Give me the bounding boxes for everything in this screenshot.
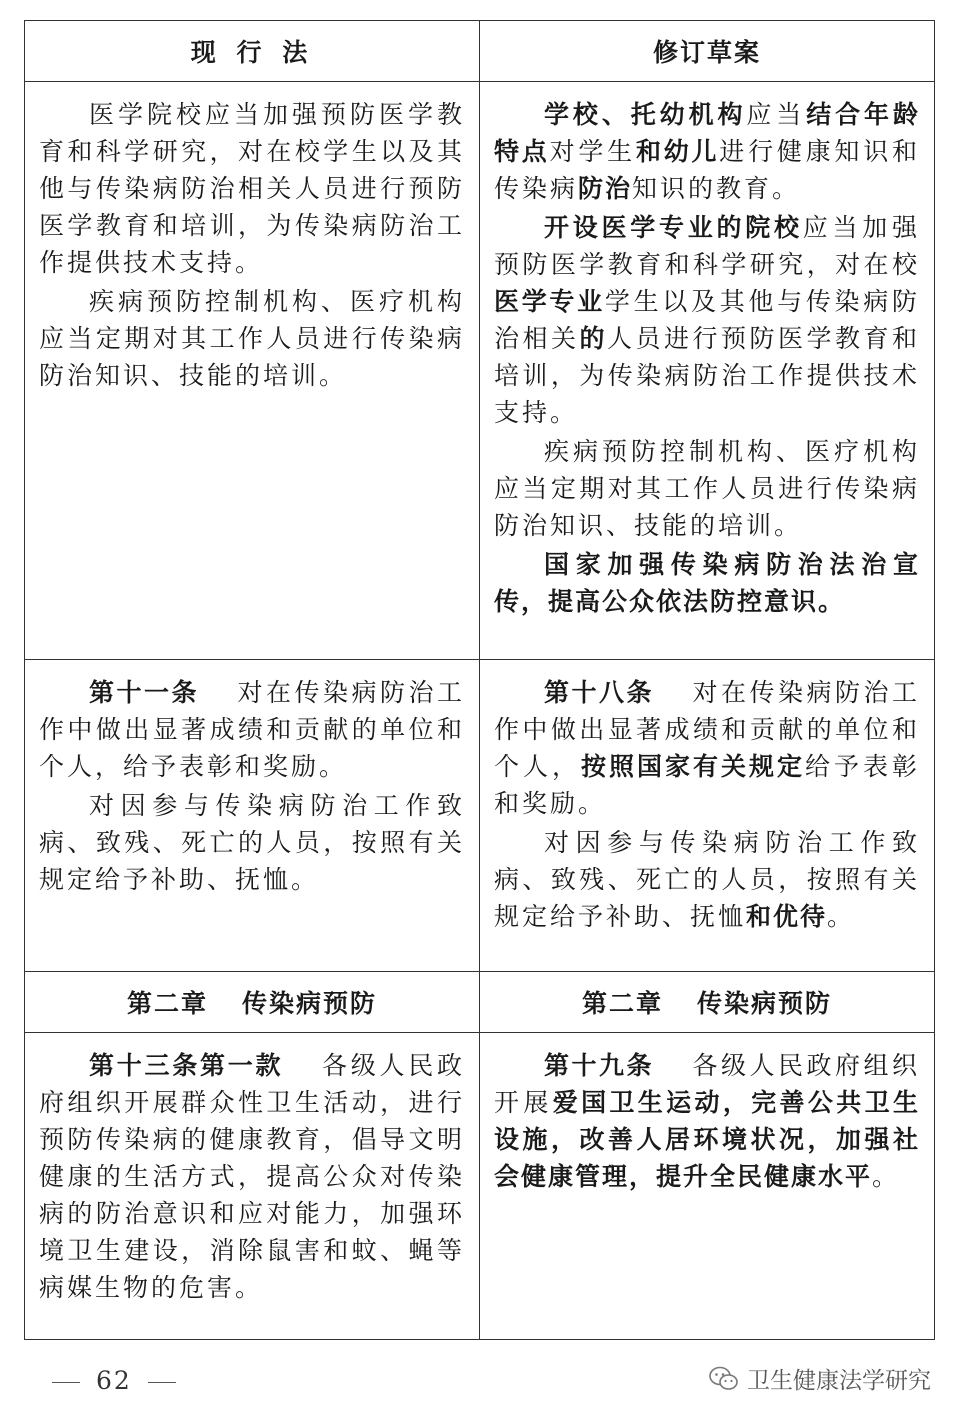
emphasized-text: 学校、托幼机构	[544, 100, 747, 129]
article-number: 第十八条	[544, 678, 654, 707]
current-law-cell	[25, 1033, 480, 1340]
chapter-row	[25, 972, 935, 1033]
dash-right	[148, 1382, 176, 1383]
body-text: 人员进行预防医学教育和培训，为传染病防治工作提供技术支持。	[494, 324, 920, 427]
revised-draft-cell	[480, 660, 935, 972]
current-law-cell	[25, 82, 480, 660]
page-number	[36, 1366, 192, 1395]
table-row	[25, 660, 935, 972]
body-text: 对在传染病防治工作中做出显著成绩和贡献的单位和个人，	[494, 678, 920, 781]
article-number: 第十一条	[89, 678, 199, 707]
table-row	[25, 82, 935, 660]
dash-left	[52, 1382, 80, 1383]
header-current-law: 现 行 法	[25, 21, 480, 82]
body-text: 对因参与传染病防治工作致病、致残、死亡的人员，按照有关规定给予补助、抚恤。	[39, 791, 465, 894]
body-text: 知识的教育。	[632, 174, 801, 203]
emphasized-text: 国家加强传染病防治法治宣传，提高公众依法防控意识。	[494, 550, 920, 616]
brand-name: 卫生健康法学研究	[747, 1368, 931, 1394]
paragraph	[494, 433, 920, 544]
page-number-text: 62	[96, 1366, 132, 1395]
paragraph	[494, 96, 920, 207]
body-text: 各级人民政府组织开展	[494, 1051, 920, 1117]
chapter-title: 传染病预防	[697, 989, 833, 1018]
paragraph	[39, 96, 465, 281]
emphasized-text: 爱国卫生运动，完善公共卫生设施，改善人居环境状况，加强社会健康管理，提升全民健康水平	[494, 1088, 920, 1191]
emphasized-text: 医学专业	[494, 287, 605, 316]
chapter-number: 第二章	[581, 989, 663, 1018]
body-text: 疾病预防控制机构、医疗机构应当定期对其工作人员进行传染病防治知识、技能的培训。	[494, 437, 920, 540]
revised-draft-cell	[480, 1033, 935, 1340]
current-law-cell	[25, 660, 480, 972]
header-revised-draft: 修订草案	[480, 21, 935, 82]
paragraph	[494, 546, 920, 620]
chapter-heading-left	[25, 972, 480, 1033]
body-text: 对因参与传染病防治工作致病、致残、死亡的人员，按照有关规定给予补助、抚恤	[494, 828, 920, 931]
paragraph	[494, 1047, 920, 1195]
paragraph	[39, 283, 465, 394]
body-text: 。	[872, 1162, 901, 1191]
emphasized-text: 防治	[578, 174, 633, 203]
emphasized-text: 和幼儿	[635, 137, 720, 166]
paragraph	[494, 674, 920, 822]
body-text: 医学院校应当加强预防医学教育和科学研究，对在校学生以及其他与传染病防治相关人员进行预防医学教育和培训，为传染病防治工作提供技术支持。	[39, 100, 465, 277]
table-header-row	[25, 21, 935, 82]
body-text: 。	[827, 902, 856, 931]
body-text: 对学生	[549, 137, 636, 166]
body-text: 各级人民政府组织开展群众性卫生活动，进行预防传染病的健康教育，倡导文明健康的生活方式，提高公众对传染病的防治意识和应对能力，加强环境卫生建设，消除鼠害和蚊、蝇等病媒生物的危害。	[39, 1051, 465, 1302]
emphasized-text: 按照国家有关规定	[581, 752, 805, 781]
body-text: 学生以及其他与传染病防治相关	[494, 287, 920, 353]
body-text: 应当加强预防医学教育和科学研究，对在校	[494, 213, 920, 279]
body-text: 对在传染病防治工作中做出显著成绩和贡献的单位和个人，给予表彰和奖励。	[39, 678, 465, 781]
emphasized-text: 和优待	[746, 902, 828, 931]
body-text: 应当	[746, 100, 807, 129]
paragraph	[494, 824, 920, 935]
revised-draft-cell	[480, 82, 935, 660]
chapter-title: 传染病预防	[242, 989, 378, 1018]
table-row	[25, 1033, 935, 1340]
chapter-heading-right	[480, 972, 935, 1033]
source-watermark	[709, 1362, 931, 1395]
paragraph	[39, 1047, 465, 1306]
emphasized-text: 结合年龄特点	[494, 100, 920, 166]
wechat-icon	[709, 1366, 739, 1392]
body-text: 疾病预防控制机构、医疗机构应当定期对其工作人员进行传染病防治知识、技能的培训。	[39, 287, 465, 390]
article-number: 第十九条	[544, 1051, 654, 1080]
comparison-table	[24, 20, 935, 1340]
paragraph	[39, 674, 465, 785]
emphasized-text: 的	[579, 324, 607, 353]
body-text: 进行健康知识和传染病	[494, 137, 920, 203]
article-number: 第十三条第一款	[89, 1051, 284, 1080]
body-text: 给予表彰和奖励。	[494, 752, 920, 818]
paragraph	[494, 209, 920, 431]
paragraph	[39, 787, 465, 898]
chapter-number: 第二章	[126, 989, 208, 1018]
emphasized-text: 开设医学专业的院校	[544, 213, 803, 242]
